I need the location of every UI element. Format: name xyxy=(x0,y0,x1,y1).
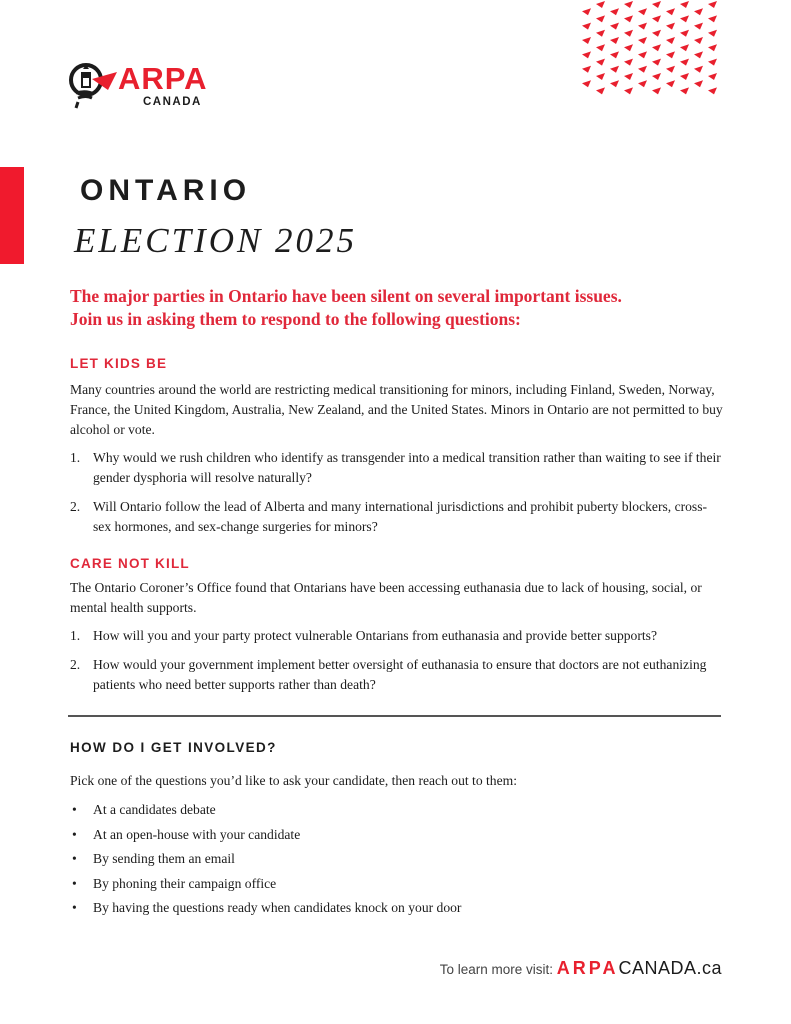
website-link[interactable] xyxy=(556,958,722,978)
section-body-care-not-kill: The Ontario Coroner’s Office found that Ontarians have been accessing euthanasia due to lack of housing, social, or mental health supports. xyxy=(70,580,702,615)
question-text: How will you and your party protect vulnerable Ontarians from euthanasia and provide better supports? xyxy=(93,628,657,643)
bullet-icon: • xyxy=(72,851,77,866)
question-item xyxy=(70,626,722,646)
question-item xyxy=(70,655,722,695)
intro-callout xyxy=(70,285,720,331)
list-item xyxy=(70,825,670,845)
bullet-icon: • xyxy=(72,802,77,817)
list-item-text: By sending them an email xyxy=(93,851,235,866)
bullet-icon: • xyxy=(72,875,77,891)
question-item xyxy=(70,448,722,488)
list-item xyxy=(70,849,670,869)
involvement-list xyxy=(70,800,670,923)
question-text: How would your government implement better oversight of euthanasia to ensure that doctors are not euthanizing patients who need better supports rather than death? xyxy=(93,657,707,692)
question-text: Will Ontario follow the lead of Alberta and many international jurisdictions and prohibit puberty blockers, cross-sex hormones, and sex-change surgeries for minors? xyxy=(93,499,708,534)
list-item-text: By having the questions ready when candidates knock on your door xyxy=(93,900,462,915)
question-list-let-kids-be xyxy=(70,448,722,546)
website-link-domain: CANADA.ca xyxy=(618,958,722,978)
question-number: 2. xyxy=(70,657,81,672)
list-item-text: At an open-house with your candidate xyxy=(93,826,301,842)
page-title-ontario: ONTARIO xyxy=(80,174,252,207)
list-item xyxy=(70,874,670,894)
website-link-brand: ARPA xyxy=(556,958,619,978)
section-body-let-kids-be: Many countries around the world are restricting medical transitioning for minors, including Finland, Sweden, Norway, France, the United Kingdom, Australia, New Zealand, and the United States. Minors in Ontario are not permitted to buy alcohol or vote. xyxy=(70,382,723,437)
intro-line-1: The major parties in Ontario have been silent on several important issues. xyxy=(70,286,622,306)
triangle-pattern-decoration xyxy=(578,0,728,100)
footer-cta xyxy=(420,957,722,981)
list-item xyxy=(70,800,670,820)
question-number: 1. xyxy=(70,628,81,643)
logo-wordmark: ARPA xyxy=(118,61,208,96)
section-heading-care-not-kill: CARE NOT KILL xyxy=(70,556,190,571)
page-title-election: ELECTION 2025 xyxy=(74,221,358,260)
section-heading-let-kids-be: LET KIDS BE xyxy=(70,356,168,371)
bullet-icon: • xyxy=(72,826,77,842)
question-number: 1. xyxy=(70,450,81,465)
list-item xyxy=(70,898,670,918)
list-item-text: At a candidates debate xyxy=(93,802,216,817)
section-divider xyxy=(68,715,721,717)
lighthouse-icon xyxy=(68,60,118,112)
question-text: Why would we rush children who identify as transgender into a medical transition rather than waiting to see if their gender dysphoria will resolve naturally? xyxy=(93,450,721,485)
footer-lead-text: To learn more visit: xyxy=(439,962,557,977)
question-number: 2. xyxy=(70,499,81,514)
arpa-canada-logo[interactable] xyxy=(68,60,208,112)
list-item-text: By phoning their campaign office xyxy=(93,875,277,891)
logo-subtitle: CANADA xyxy=(143,96,202,108)
red-accent-bar xyxy=(0,167,24,264)
question-list-care-not-kill xyxy=(70,626,722,704)
intro-line-2: Join us in asking them to respond to the following questions: xyxy=(70,309,521,329)
involved-heading: HOW DO I GET INVOLVED? xyxy=(70,740,277,755)
involved-intro: Pick one of the questions you’d like to ask your candidate, then reach out to them: xyxy=(70,773,517,788)
bullet-icon: • xyxy=(72,900,77,915)
question-item xyxy=(70,497,722,537)
